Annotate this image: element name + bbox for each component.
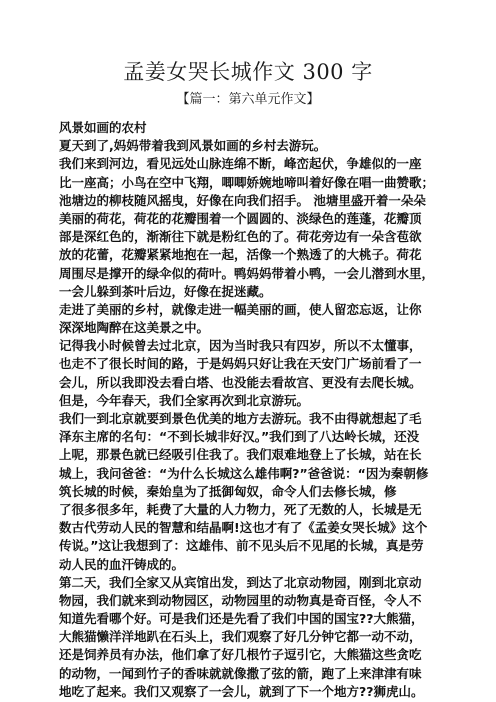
text-line: 我们一到北京就要到景色优美的地方去游玩。我不由得就想起了毛 xyxy=(59,411,422,426)
document-title: 孟姜女哭长城作文 300 字 xyxy=(123,60,373,84)
text-line: 数古代劳动人民的智慧和结晶啊!这也才有了《孟姜女哭长城》这个 xyxy=(59,520,428,536)
text-line: 动人民的血汗铸成的。 xyxy=(59,556,185,572)
document-body xyxy=(59,119,443,701)
text-line: 知道先看哪个好。可是我们还是先看了我们中国的国宝??大熊猫， xyxy=(59,611,424,627)
text-line: 深深地陶醉在这美景之中。 xyxy=(59,320,210,336)
text-line: 美丽的荷花，荷花的花瓣围着一个圆圆的、淡绿色的莲蓬，花瓣顶 xyxy=(59,210,422,226)
text-line: 比一座高；小鸟在空中飞翔，唧唧娇婉地啼叫着好像在唱一曲赞歌； xyxy=(59,174,435,190)
text-line: 的动物，一闻到竹子的香味就就像撒了弦的箭，跑了上来津津有味 xyxy=(59,665,422,681)
text-line: 夏天到了,妈妈带着我到风景如画的乡村去游玩。 xyxy=(59,138,327,154)
text-line: 城上，我问爸爸：“为什么长城这么雄伟啊?”爸爸说：“因为秦朝修 xyxy=(59,465,429,481)
text-line: 传说。”这让我想到了：这雄伟、前不见头后不见尾的长城，真是劳 xyxy=(59,538,424,554)
text-line: 走进了美丽的乡村，就像走进一幅美丽的画，使人留恋忘返，让你 xyxy=(59,301,422,317)
text-line: 还是饲养员有办法，他们拿了好几根竹子逗引它，大熊猫这些贪吃 xyxy=(59,647,422,663)
text-line: 了很多很多年，耗费了大量的人力物力，死了无数的人，长城是无 xyxy=(59,501,422,517)
document-subtitle: 【篇一：第六单元作文】 xyxy=(176,92,320,107)
text-line: 记得我小时候曾去过北京，因为当时我只有四岁，所以不太懂事， xyxy=(59,338,422,354)
text-line: 大熊猫懒洋洋地趴在石头上，我们观察了好几分钟它都一动不动， xyxy=(59,629,422,645)
text-line: 地吃了起来。我们又观察了一会儿，就到了下一个地方??狮虎山。 xyxy=(59,683,424,699)
text-line: 一会儿躲到茶叶后边，好像在捉迷藏。 xyxy=(59,283,272,299)
text-line: 但是，今年春天，我们全家再次到北京游玩。 xyxy=(59,392,310,408)
text-line: 上呢，那景色就已经吸引住我了。我们艰难地登上了长城，站在长 xyxy=(59,447,422,463)
text-line: 周围尽是撑开的绿伞似的荷叶。鸭妈妈带着小鸭，一会儿潜到水里， xyxy=(59,265,435,281)
text-line: 池塘边的柳枝随风摇曳，好像在向我们招手。 池塘里盛开着一朵朵 xyxy=(59,192,426,208)
text-line: 第二天，我们全家又从宾馆出发，到达了北京动物园，刚到北京动 xyxy=(59,574,422,590)
text-line: 我们来到河边，看见远处山脉连绵不断，峰峦起伏，争雄似的一座 xyxy=(59,156,422,172)
text-line: 泽东主席的名句：“不到长城非好汉。”我们到了八达岭长城，还没 xyxy=(59,429,420,445)
text-line: 放的花蕾，花瓣紧紧地抱在一起，活像一个熟透了的大桃子。荷花 xyxy=(59,247,422,263)
text-line: 部是深红色的，渐渐往下就是粉红色的了。荷花旁边有一朵含苞欲 xyxy=(59,229,422,245)
text-line: 风景如画的农村 xyxy=(59,120,147,135)
text-line: 会儿，所以我即没去看白塔、也没能去看故宫、更没有去爬长城。 xyxy=(59,374,422,390)
text-line: 也走不了很长时间的路，于是妈妈只好让我在天安门广场前看了一 xyxy=(59,356,422,372)
text-line: 筑长城的时候，秦始皇为了抵御匈奴，命令人们去修长城，修 xyxy=(59,483,397,499)
text-line: 物园，我们就来到动物园区，动物园里的动物真是奇百怪，令人不 xyxy=(59,592,422,608)
